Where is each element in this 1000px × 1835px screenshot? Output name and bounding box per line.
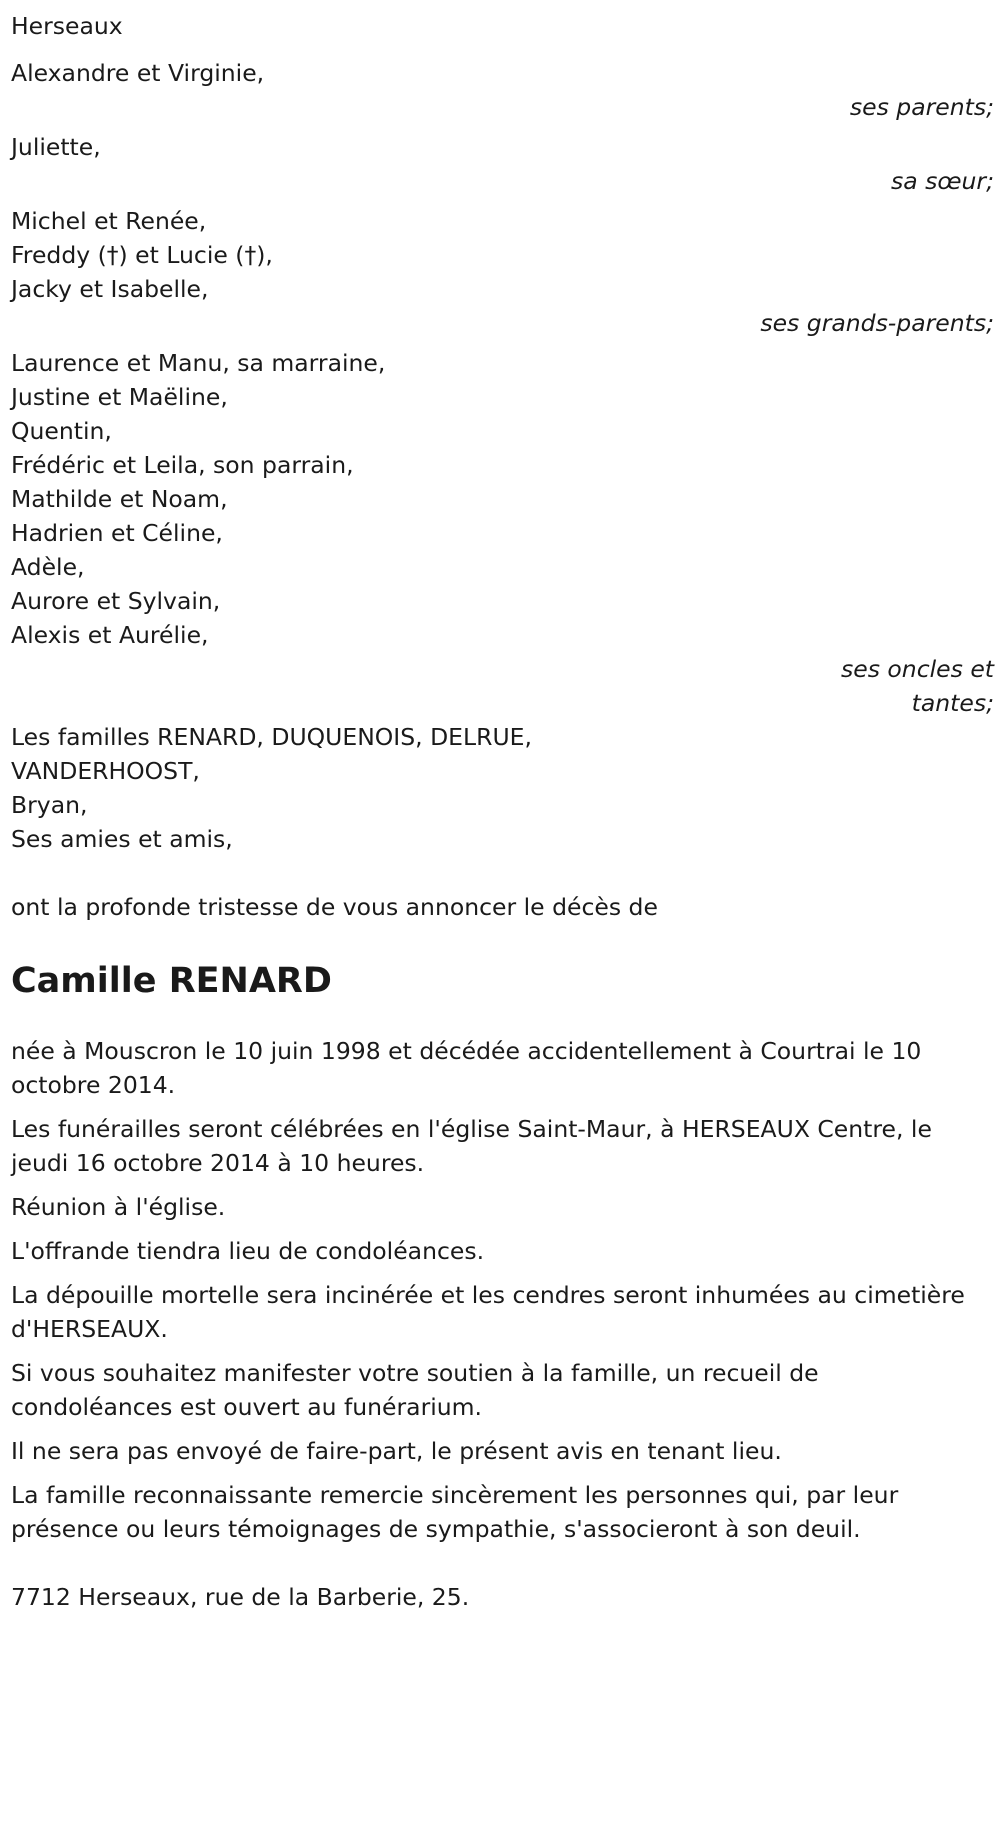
grandparents-name: Jacky et Isabelle, — [11, 275, 209, 303]
parents-names: Alexandre et Virginie, — [11, 59, 265, 87]
uncle-aunt-name: Laurence et Manu, sa marraine, — [11, 349, 386, 377]
uncles-aunts-role-line1: ses oncles et — [841, 655, 994, 683]
other-relatives-line: VANDERHOOST, — [11, 757, 200, 785]
detail-paragraph: Il ne sera pas envoyé de faire-part, le présent avis en tenant lieu. — [11, 1437, 782, 1465]
uncle-aunt-name: Mathilde et Noam, — [11, 485, 228, 513]
uncle-aunt-name: Adèle, — [11, 553, 85, 581]
detail-paragraph: La famille reconnaissante remercie sincèrement les personnes qui, par leur présence ou leurs témoignages de sympathie, s'associeront à son deuil. — [11, 1481, 899, 1543]
uncle-aunt-name: Quentin, — [11, 417, 112, 445]
funeral-details — [11, 1034, 997, 1546]
grandparents-name: Michel et Renée, — [11, 207, 207, 235]
grandparents-group — [11, 204, 997, 340]
deceased-name: Camille RENARD — [11, 961, 332, 1001]
address-text: 7712 Herseaux, rue de la Barberie, 25. — [11, 1583, 470, 1611]
town-heading: Herseaux — [11, 12, 123, 40]
announcement-text: ont la profonde tristesse de vous annoncer le décès de — [11, 893, 658, 921]
other-relatives-line: Bryan, — [11, 791, 88, 819]
detail-paragraph: Les funérailles seront célébrées en l'église Saint-Maur, à HERSEAUX Centre, le jeudi 16 octobre 2014 à 10 heures. — [11, 1115, 932, 1177]
sister-name: Juliette, — [11, 133, 101, 161]
uncle-aunt-name: Hadrien et Céline, — [11, 519, 223, 547]
grandparents-role: ses grands-parents; — [760, 309, 994, 337]
detail-paragraph: Si vous souhaitez manifester votre soutien à la famille, un recueil de condoléances est ouvert au funérarium. — [11, 1359, 819, 1421]
other-relatives-line: Les familles RENARD, DUQUENOIS, DELRUE, — [11, 723, 532, 751]
parents-role: ses parents; — [849, 93, 994, 121]
sister-role: sa sœur; — [891, 167, 994, 195]
detail-paragraph: L'offrande tiendra lieu de condoléances. — [11, 1237, 485, 1265]
sister-group — [11, 130, 997, 198]
uncles-aunts-role-line2: tantes; — [911, 689, 994, 717]
obituary-notice — [11, 6, 997, 1614]
uncles-aunts-group — [11, 346, 997, 720]
detail-paragraph: La dépouille mortelle sera incinérée et les cendres seront inhumées au cimetière d'HERSEAUX. — [11, 1281, 965, 1343]
other-relatives-line: Ses amies et amis, — [11, 825, 233, 853]
parents-group — [11, 56, 997, 124]
detail-paragraph: Réunion à l'église. — [11, 1193, 226, 1221]
detail-paragraph: née à Mouscron le 10 juin 1998 et décédée accidentellement à Courtrai le 10 octobre 2014. — [11, 1037, 922, 1099]
uncle-aunt-name: Frédéric et Leila, son parrain, — [11, 451, 354, 479]
other-relatives-group — [11, 720, 997, 856]
uncle-aunt-name: Aurore et Sylvain, — [11, 587, 221, 615]
uncle-aunt-name: Justine et Maëline, — [11, 383, 228, 411]
uncle-aunt-name: Alexis et Aurélie, — [11, 621, 209, 649]
grandparents-name: Freddy (†) et Lucie (†), — [11, 241, 273, 269]
